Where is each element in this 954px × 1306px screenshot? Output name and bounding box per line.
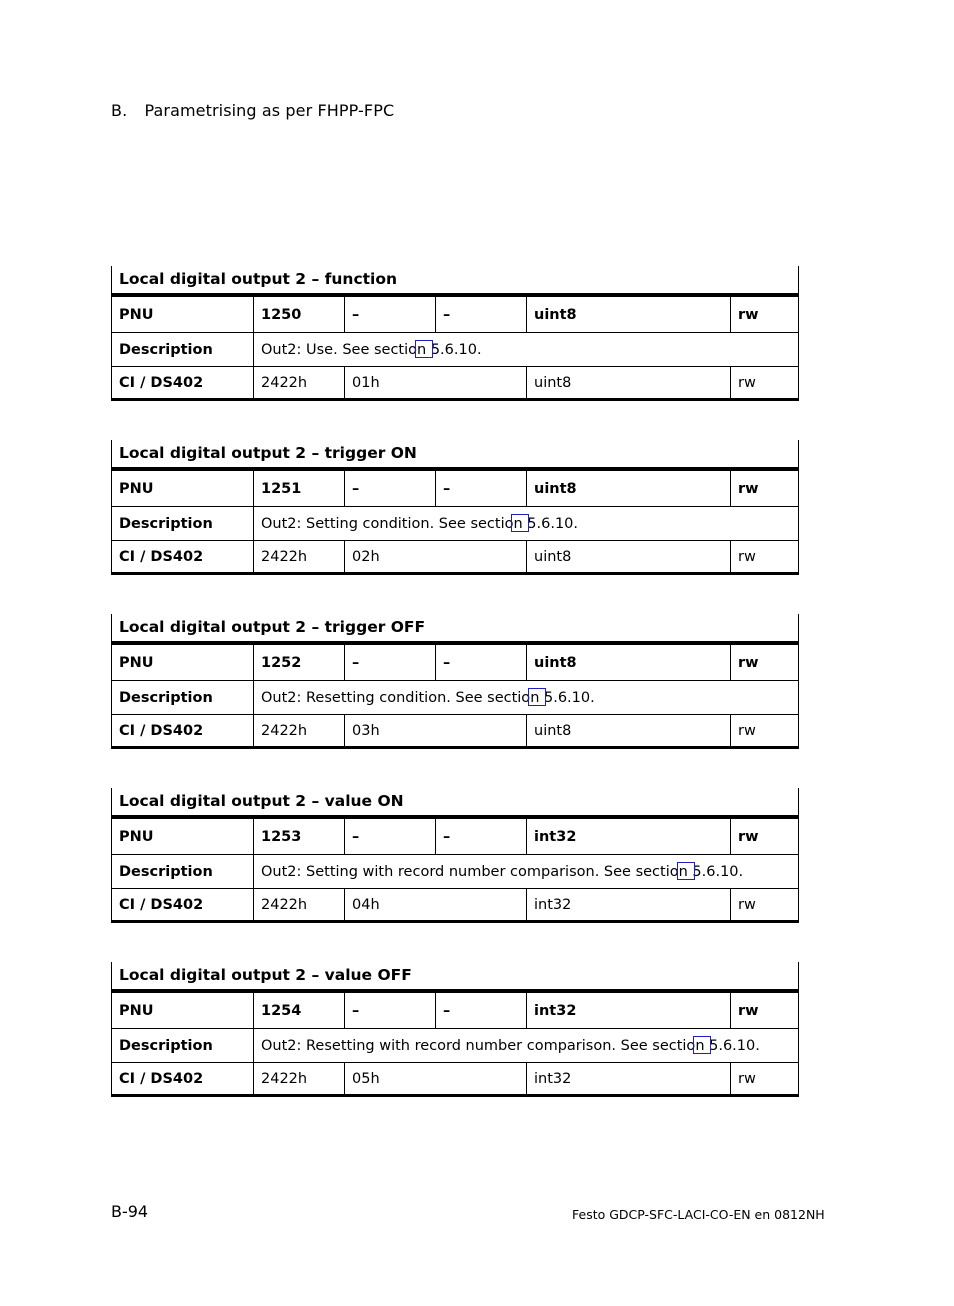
ci-subindex: 05h [344,1063,526,1094]
ci-label: CI / DS402 [119,374,204,391]
pnu-row [112,297,798,333]
table-title: Local digital output 2 – trigger OFF [112,614,798,645]
description-row [112,507,798,541]
description-text [253,681,798,714]
pnu-value: 1253 [253,819,344,854]
pnu-label: PNU [119,1002,154,1019]
pnu-label: PNU [119,306,154,323]
ci-index: 2422h [253,367,344,398]
description-text [253,507,798,540]
description-label: Description [119,341,213,358]
description-before: Out2: Setting condition. See sectio [261,515,514,532]
description-text [253,855,798,888]
reference-text: n 5 [417,341,441,358]
ci-index: 2422h [253,541,344,572]
reference-text: n 5 [678,863,702,880]
subindex-1: – [344,471,435,506]
link-box [677,862,695,880]
description-label: Description [119,863,213,880]
description-row [112,1029,798,1063]
description-before: Out2: Use. See sectio [261,341,418,358]
pnu-value: 1252 [253,645,344,680]
access: rw [730,297,798,332]
table-title: Local digital output 2 – trigger ON [112,440,798,471]
description-label: Description [119,515,213,532]
ci-access: rw [730,889,798,920]
ci-type: uint8 [526,541,730,572]
table-title: Local digital output 2 – function [112,266,798,297]
pnu-label: PNU [119,654,154,671]
subindex-2: – [435,297,526,332]
subindex-1: – [344,993,435,1028]
reference-text: n 5 [695,1037,719,1054]
description-row [112,681,798,715]
ci-subindex: 03h [344,715,526,746]
description-before: Out2: Setting with record number comparison. See sectio [261,863,679,880]
ci-subindex: 01h [344,367,526,398]
description-text [253,1029,798,1062]
section-reference-link[interactable] [695,1038,718,1054]
parameter-table-1251 [111,440,799,575]
description-after: .6.10. [440,341,482,358]
link-box [528,688,546,706]
ci-label: CI / DS402 [119,548,204,565]
description-row [112,855,798,889]
ci-type: uint8 [526,715,730,746]
description-after: .6.10. [553,689,595,706]
data-type: uint8 [526,645,730,680]
ci-access: rw [730,367,798,398]
link-box [511,514,529,532]
parameter-table-1250 [111,266,799,401]
pnu-label: PNU [119,480,154,497]
data-type: uint8 [526,297,730,332]
subindex-1: – [344,297,435,332]
section-reference-link[interactable] [530,690,553,706]
parameter-table-1252 [111,614,799,749]
pnu-value: 1254 [253,993,344,1028]
pnu-row [112,819,798,855]
page-number: B-94 [111,1202,149,1221]
pnu-row [112,645,798,681]
pnu-row [112,993,798,1029]
ci-access: rw [730,1063,798,1094]
reference-text: n 5 [530,689,554,706]
access: rw [730,471,798,506]
description-before: Out2: Resetting with record number comparison. See sectio [261,1037,696,1054]
ci-label: CI / DS402 [119,896,204,913]
description-label: Description [119,689,213,706]
table-title: Local digital output 2 – value OFF [112,962,798,993]
ci-index: 2422h [253,1063,344,1094]
description-text [253,333,798,366]
access: rw [730,819,798,854]
ci-access: rw [730,541,798,572]
ci-row [112,541,798,572]
ci-access: rw [730,715,798,746]
section-reference-link[interactable] [679,864,702,880]
page-header [111,101,394,120]
access: rw [730,645,798,680]
description-before: Out2: Resetting condition. See sectio [261,689,531,706]
ci-subindex: 02h [344,541,526,572]
ci-label: CI / DS402 [119,1070,204,1087]
parameter-table-1253 [111,788,799,923]
ci-row [112,367,798,398]
section-reference-link[interactable] [513,516,536,532]
access: rw [730,993,798,1028]
pnu-label: PNU [119,828,154,845]
ci-row [112,1063,798,1094]
data-type: int32 [526,819,730,854]
subindex-1: – [344,819,435,854]
reference-text: n 5 [513,515,537,532]
ci-index: 2422h [253,889,344,920]
ci-row [112,889,798,920]
ci-row [112,715,798,746]
section-title: Parametrising as per FHPP-FPC [144,101,395,120]
link-box [415,340,433,358]
parameter-table-1254 [111,962,799,1097]
subindex-2: – [435,645,526,680]
subindex-1: – [344,645,435,680]
data-type: int32 [526,993,730,1028]
ci-index: 2422h [253,715,344,746]
ci-type: int32 [526,1063,730,1094]
pnu-value: 1250 [253,297,344,332]
table-title: Local digital output 2 – value ON [112,788,798,819]
section-reference-link[interactable] [417,342,440,358]
link-box [693,1036,711,1054]
description-after: .6.10. [701,863,744,880]
subindex-2: – [435,993,526,1028]
ci-subindex: 04h [344,889,526,920]
pnu-row [112,471,798,507]
description-after: .6.10. [718,1037,760,1054]
ci-type: int32 [526,889,730,920]
ci-type: uint8 [526,367,730,398]
ci-label: CI / DS402 [119,722,204,739]
subindex-2: – [435,819,526,854]
section-number: B. [111,101,128,120]
document-id: Festo GDCP-SFC-LACI-CO-EN en 0812NH [572,1207,825,1222]
subindex-2: – [435,471,526,506]
data-type: uint8 [526,471,730,506]
description-label: Description [119,1037,213,1054]
pnu-value: 1251 [253,471,344,506]
description-after: .6.10. [536,515,579,532]
description-row [112,333,798,367]
